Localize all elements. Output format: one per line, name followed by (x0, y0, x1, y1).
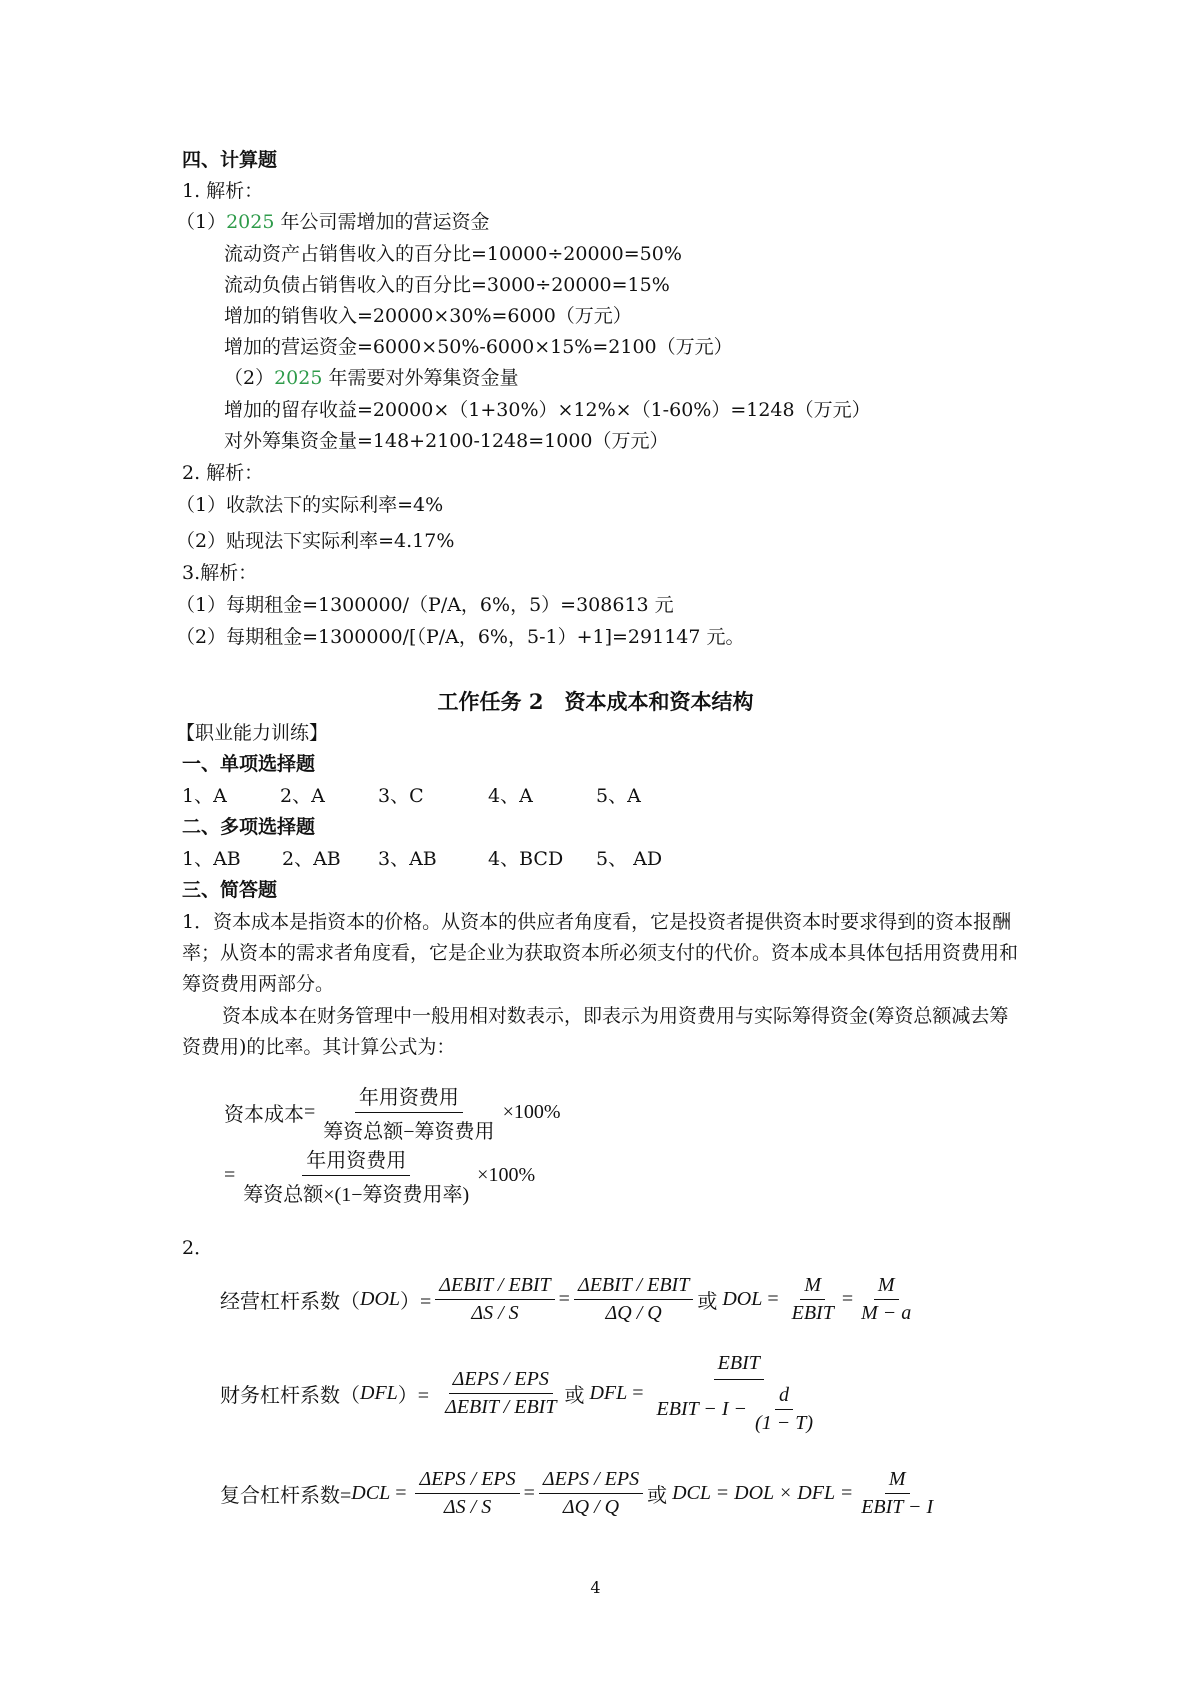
q2-line2: （2）贴现法下实际利率=4.17% (176, 530, 455, 552)
formula-dfl: 财务杠杆系数（ DFL ）= $\frac{\text{ΔEPS / EPS}}{\text{ΔEBIT / EBIT}}$ 或 DFL = EBIT EBIT − I − $\frac{d}{(1 - T)}$ (220, 1352, 813, 1434)
q1-line1: 流动资产占销售收入的百分比=10000÷20000=50% (224, 243, 682, 265)
answer-item: 2、A (280, 785, 325, 807)
section-heading-calculation: 四、计算题 (182, 149, 278, 171)
task-title: 工作任务 2 资本成本和资本结构 (437, 689, 754, 714)
page-number: 4 (590, 1578, 601, 1597)
q2-short-label: 2． (182, 1237, 214, 1259)
answer-item: 5、A (596, 785, 641, 807)
formula-dol: 经营杠杆系数（ DOL ）= $\frac{\text{ΔEBIT / EBIT}}{\Delta S / S}$ = $\frac{\text{ΔEBIT / EBIT}}{\Delta Q / Q}$ 或 DOL = $\frac{M}{\text{EBIT}}$ = $\frac{M}{M - a}$ (220, 1274, 912, 1324)
single-choice-heading: 一、单项选择题 (182, 753, 316, 775)
year-highlight: 2025 (226, 211, 275, 233)
q1-line6: 对外筹集资金量=148+2100-1248=1000（万元） (224, 430, 669, 452)
formula-dcl: 复合杠杆系数= DCL = $\frac{\text{ΔEPS / EPS}}{\Delta S / S}$ = $\frac{\text{ΔEPS / EPS}}{\Delta Q / Q}$ 或 DCL = DOL × DFL = $\frac{M}{\text{EBIT − I}}$ (220, 1468, 934, 1518)
q2-line1: （1）收款法下的实际利率=4% (176, 494, 444, 516)
paragraph-cost-of-capital: 1．资本成本是指资本的价格。从资本的供应者角度看，它是投资者提供资本时要求得到的资本报酬率；从资本的需求者角度看，它是企业为获取资本所必须支付的代价。资本成本具体包括用资费用和筹资费用两部分。 (182, 911, 1019, 995)
answer-item: 4、BCD (488, 848, 564, 870)
multi-choice-heading: 二、多项选择题 (182, 816, 316, 838)
formula-cost-of-capital-2: = $\frac{\text{年用资费用}}{\text{筹资总额×(1−筹资费用率)}}$ ×100% (224, 1144, 535, 1207)
answer-item: 3、AB (378, 848, 437, 870)
q3-line2: （2）每期租金=1300000/[（P/A，6%，5-1）+1]=291147 元。 (176, 626, 745, 648)
q1-part2-heading: （2）2025 年需要对外筹集资金量 (224, 367, 519, 389)
q3-label: 3.解析： (182, 562, 258, 584)
q1-line3: 增加的销售收入=20000×30%=6000（万元） (224, 305, 632, 327)
answer-item: 3、C (378, 785, 424, 807)
formula-cost-of-capital-1: 资本成本 = $\frac{\text{年用资费用}}{\text{筹资总额−筹资费用}}$ ×100% (224, 1081, 561, 1144)
q1-label: 1. 解析： (182, 180, 264, 202)
answer-item: 5、 AD (596, 848, 663, 870)
q1-line4: 增加的营运资金=6000×50%-6000×15%=2100（万元） (224, 336, 733, 358)
q1-part1-heading: （1）2025 年公司需增加的营运资金 (176, 211, 490, 233)
short-answer-heading: 三、简答题 (182, 879, 278, 901)
q3-line1: （1）每期租金=1300000/（P/A，6%，5）=308613 元 (176, 594, 674, 616)
year-highlight: 2025 (274, 367, 323, 389)
paragraph-formula-intro: 资本成本在财务管理中一般用相对数表示，即表示为用资费用与实际筹得资金(筹资总额减去筹资费用)的比率。其计算公式为： (182, 1005, 1009, 1058)
q2-label: 2. 解析： (182, 462, 264, 484)
training-heading: 【职业能力训练】 (176, 722, 329, 744)
answer-item: 1、A (182, 785, 227, 807)
answer-item: 2、AB (282, 848, 341, 870)
answer-item: 4、A (488, 785, 533, 807)
answer-item: 1、AB (182, 848, 241, 870)
q1-line2: 流动负债占销售收入的百分比=3000÷20000=15% (224, 274, 670, 296)
q1-line5: 增加的留存收益=20000×（1+30%）×12%×（1-60%）=1248（万元） (224, 399, 871, 421)
